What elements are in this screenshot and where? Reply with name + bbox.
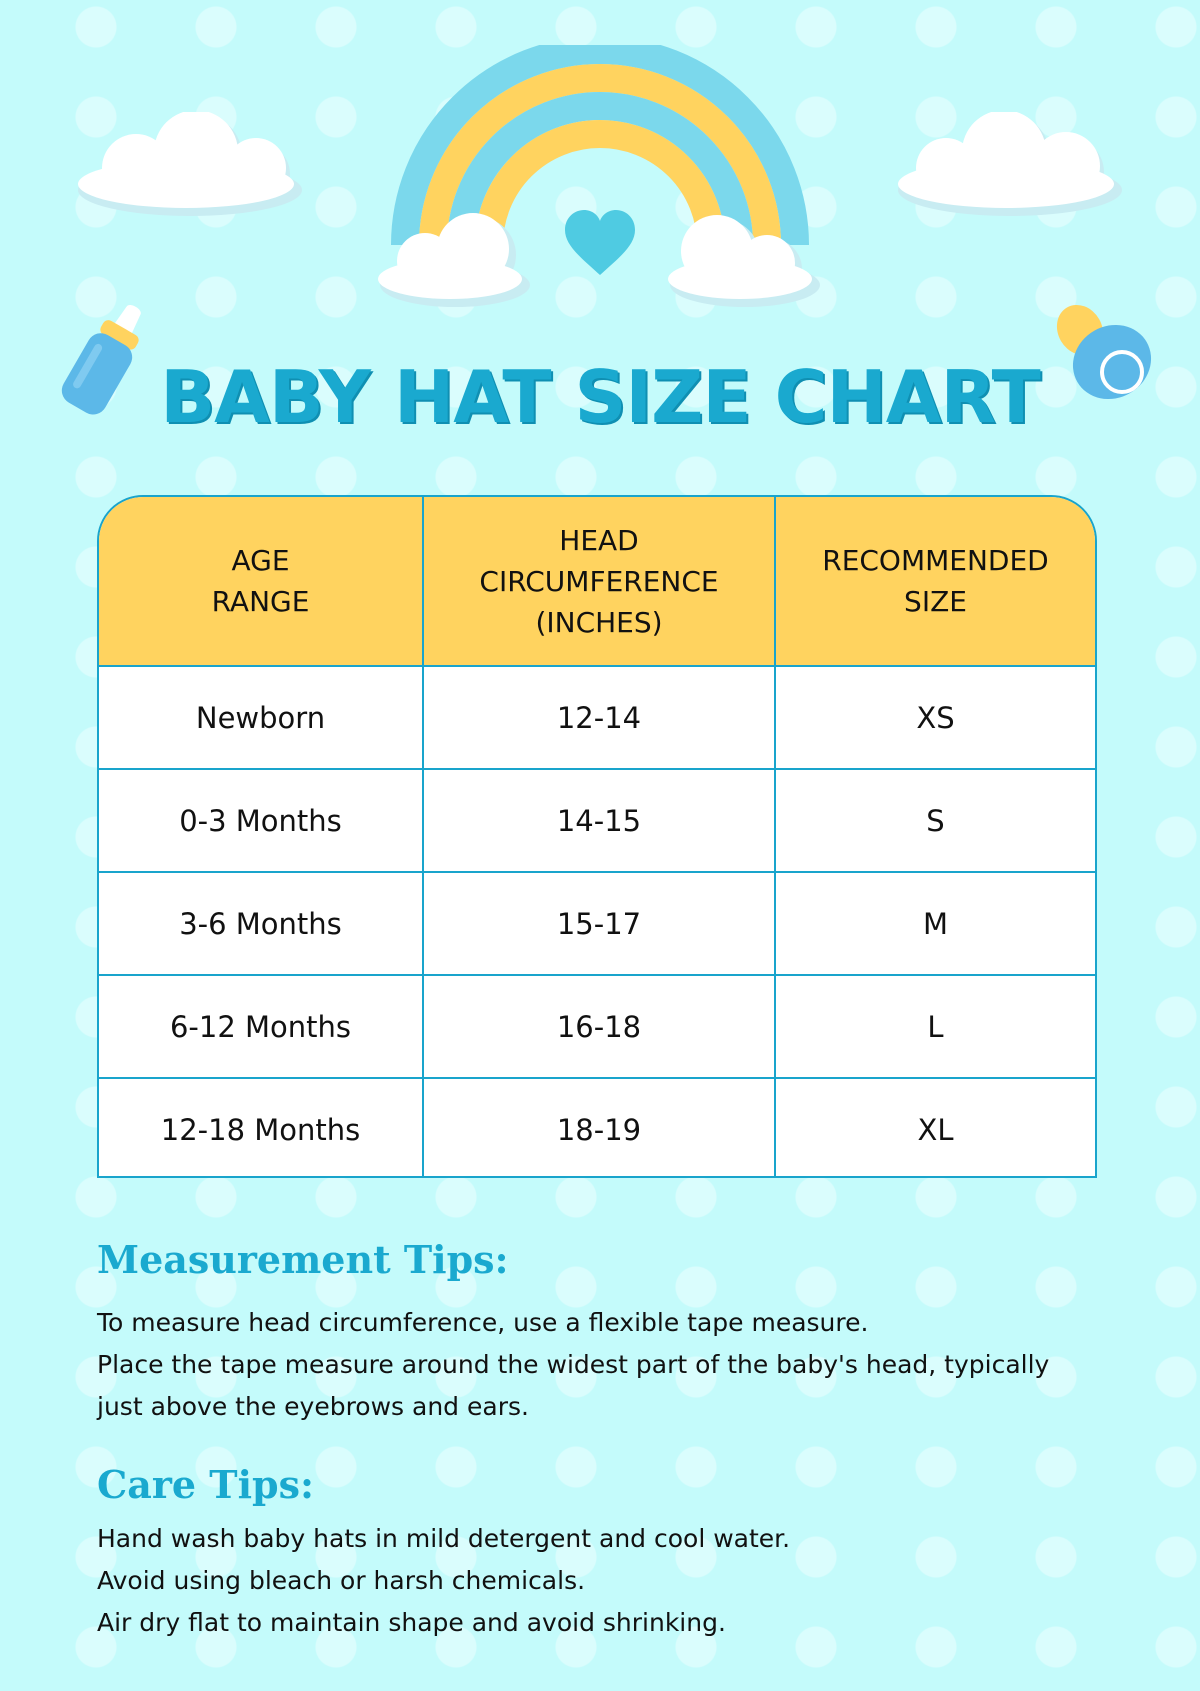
header-recommended-size: RECOMMENDED SIZE xyxy=(775,497,1095,666)
tip-line: Hand wash baby hats in mild detergent and cool water. xyxy=(97,1524,791,1553)
tip-line: just above the eyebrows and ears. xyxy=(97,1392,529,1421)
table-row xyxy=(99,975,1095,1078)
age-cell: 0-3 Months xyxy=(99,769,423,872)
header-age-range: AGE RANGE xyxy=(99,497,423,666)
rainbow-icon xyxy=(370,45,830,315)
size-cell: S xyxy=(775,769,1095,872)
table-header-row xyxy=(99,497,1095,666)
size-cell: XS xyxy=(775,666,1095,769)
age-cell: 12-18 Months xyxy=(99,1078,423,1178)
cloud-icon xyxy=(70,112,310,222)
tip-line: Air dry flat to maintain shape and avoid shrinking. xyxy=(97,1608,726,1637)
page-title: BABY HAT SIZE CHART xyxy=(160,355,1040,439)
table-row xyxy=(99,666,1095,769)
cloud-icon xyxy=(890,112,1130,222)
size-cell: L xyxy=(775,975,1095,1078)
measurement-tips-text xyxy=(97,1302,1137,1428)
table-row xyxy=(99,872,1095,975)
size-chart-table xyxy=(97,495,1097,1178)
table-row xyxy=(99,769,1095,872)
circumference-cell: 16-18 xyxy=(423,975,775,1078)
circumference-cell: 14-15 xyxy=(423,769,775,872)
circumference-cell: 18-19 xyxy=(423,1078,775,1178)
heart-icon xyxy=(565,210,635,275)
measurement-tips-heading: Measurement Tips: xyxy=(97,1237,509,1282)
size-cell: M xyxy=(775,872,1095,975)
circumference-cell: 12-14 xyxy=(423,666,775,769)
tip-line: Place the tape measure around the widest part of the baby's head, typically xyxy=(97,1350,1050,1379)
circumference-cell: 15-17 xyxy=(423,872,775,975)
header-head-circumference: HEAD CIRCUMFERENCE (INCHES) xyxy=(423,497,775,666)
tip-line: Avoid using bleach or harsh chemicals. xyxy=(97,1566,586,1595)
care-tips-heading: Care Tips: xyxy=(97,1462,314,1507)
age-cell: Newborn xyxy=(99,666,423,769)
size-cell: XL xyxy=(775,1078,1095,1178)
age-cell: 6-12 Months xyxy=(99,975,423,1078)
care-tips-text xyxy=(97,1518,1137,1644)
tip-line: To measure head circumference, use a flexible tape measure. xyxy=(97,1308,869,1337)
age-cell: 3-6 Months xyxy=(99,872,423,975)
table-row xyxy=(99,1078,1095,1178)
